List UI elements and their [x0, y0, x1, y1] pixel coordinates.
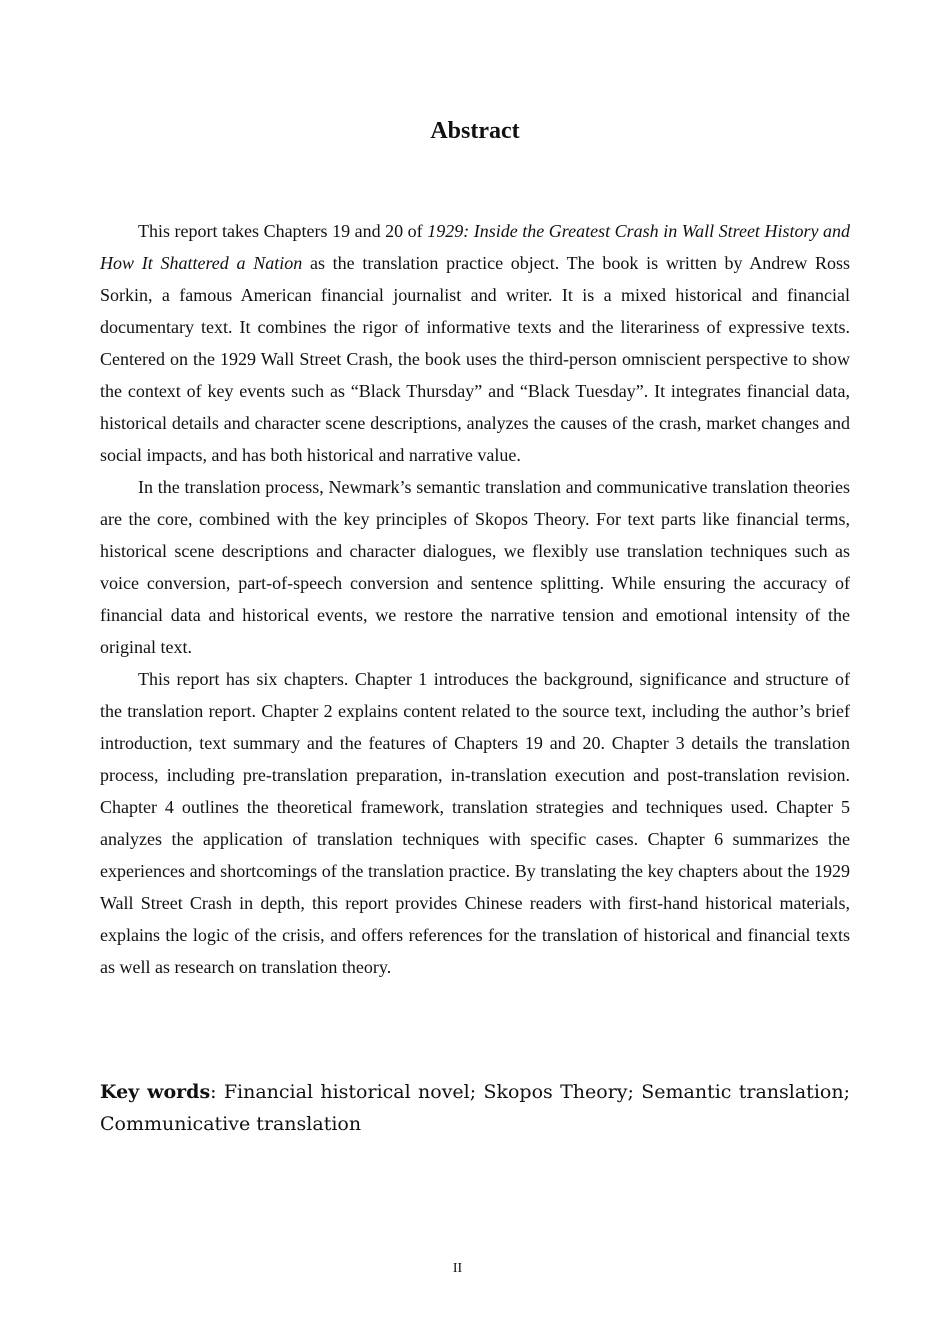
- book-title: 1929: Inside the Greatest Crash in Wall Street History and How It Shattered a Nation: [100, 221, 850, 273]
- abstract-paragraph-1: [100, 215, 850, 471]
- keywords-text: Financial historical novel; Skopos Theory; Semantic translation; Communicative translation: [100, 1081, 850, 1135]
- abstract-title: Abstract: [430, 118, 520, 144]
- abstract-paragraph-3: This report has six chapters. Chapter 1 introduces the background, significance and structure of the translation report. Chapter 2 explains content related to the source text, including the author’s brief introduction, text summary and the features of Chapters 19 and 20. Chapter 3 details the translation process, including pre-translation preparation, in-translation execution and post-translation revision. Chapter 4 outlines the theoretical framework, translation strategies and techniques used. Chapter 5 analyzes the application of translation techniques with specific cases. Chapter 6 summarizes the experiences and shortcomings of the translation practice. By translating the key chapters about the 1929 Wall Street Crash in depth, this report provides Chinese readers with first-hand historical materials, explains the logic of the crisis, and offers references for the translation of historical and financial texts as well as research on translation theory.: [100, 669, 850, 977]
- keywords-separator: :: [210, 1081, 224, 1103]
- page-number: II: [452, 1261, 463, 1276]
- keywords-line: [100, 1076, 850, 1140]
- paragraph-1-rest: as the translation practice object. The book is written by Andrew Ross Sorkin, a famous American financial journalist and writer. It is a mixed historical and financial documentary text. It combines the rigor of informative texts and the literariness of expressive texts. Centered on the 1929 Wall Street Crash, the book uses the third-person omniscient perspective to show the context of key events such as “Black Thursday” and “Black Tuesday”. It integrates financial data, historical details and character scene descriptions, analyzes the causes of the crash, market changes and social impacts, and has both historical and narrative value.: [100, 253, 850, 465]
- keywords-label: Key words: [100, 1081, 211, 1103]
- abstract-body: [100, 215, 850, 983]
- paragraph-1-lead: This report takes Chapters 19 and 20 of: [138, 221, 428, 241]
- abstract-paragraph-2: In the translation process, Newmark’s semantic translation and communicative translation theories are the core, combined with the key principles of Skopos Theory. For text parts like financial terms, historical scene descriptions and character dialogues, we flexibly use translation techniques such as voice conversion, part-of-speech conversion and sentence splitting. While ensuring the accuracy of financial data and historical events, we restore the narrative tension and emotional intensity of the original text.: [100, 477, 850, 657]
